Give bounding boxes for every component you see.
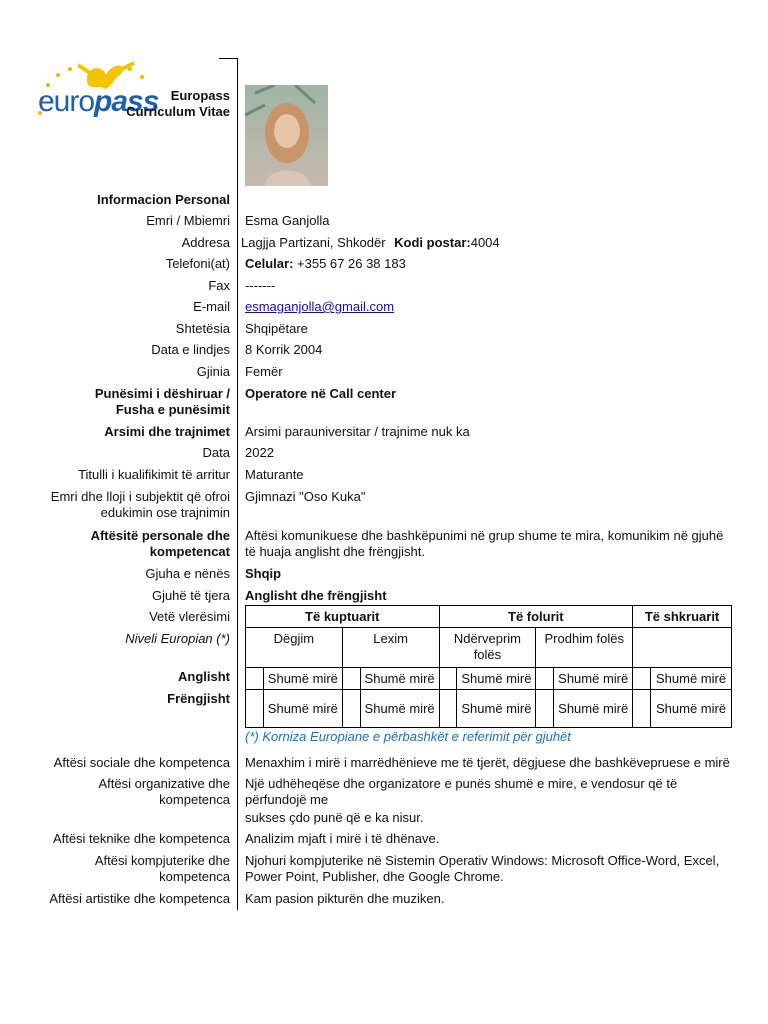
table-row-french — [246, 690, 732, 728]
social-skills-label: Aftësi sociale dhe kompetenca — [53, 755, 230, 770]
top-divider — [219, 58, 237, 59]
other-languages-label: Gjuhë të tjera — [151, 588, 230, 603]
desired-job-label-1: Punësimi i dëshiruar / — [94, 386, 230, 401]
table-cell: Shumë mirë — [554, 690, 633, 728]
postal-value: 4004 — [470, 235, 500, 250]
education-label: Arsimi dhe trajnimet — [104, 424, 230, 439]
address-line — [241, 235, 500, 251]
gender-value: Femër — [245, 364, 283, 379]
qualification-value: Maturante — [245, 467, 304, 482]
self-assessment-label: Vetë vlerësimi — [149, 609, 230, 624]
address-label: Addresa — [181, 235, 230, 250]
table-cell — [633, 668, 651, 690]
artistic-skills-value: Kam pasion pikturën dhe muziken. — [245, 891, 445, 906]
subheader-spoken-interaction: Ndërveprim folës — [439, 628, 536, 668]
education-value: Arsimi parauniversitar / trajnime nuk ka — [245, 424, 470, 439]
english-row-label: Anglisht — [178, 669, 230, 684]
section-personal-info: Informacion Personal — [97, 192, 230, 207]
qualification-label: Titulli i kualifikimit të arritur — [78, 467, 230, 482]
mother-tongue-value: Shqip — [245, 566, 282, 581]
organizational-skills-value-1: Një udhëheqëse dhe organizatore e punës shumë e mire, e vendosur që të përfundojë me — [245, 776, 678, 807]
organizational-skills-value-2: sukses çdo punë që e ka nisur. — [245, 810, 424, 825]
email-link[interactable]: esmaganjolla@gmail.com — [245, 299, 395, 314]
nationality-label: Shtetësia — [175, 321, 230, 336]
name-label: Emri / Mbiemri — [146, 213, 230, 228]
gender-label: Gjinia — [196, 364, 230, 379]
table-cell: Shumë mirë — [263, 668, 342, 690]
column-divider — [237, 58, 238, 910]
table-cell — [246, 668, 264, 690]
institution-label: Emri dhe lloji i subjektit që ofroi edukimin ose trajnimin — [50, 489, 230, 520]
birthdate-value: 8 Korrik 2004 — [245, 342, 323, 357]
table-cell: Shumë mirë — [457, 690, 536, 728]
computer-skills-value: Njohuri kompjuterike në Sistemin Operativ Windows: Microsoft Office-Word, Excel, Power Point, Publisher, dhe Google Chrome. — [245, 853, 720, 884]
date-label: Data — [202, 445, 230, 460]
table-cell: Shumë mirë — [457, 668, 536, 690]
social-skills-value: Menaxhim i mirë i marrëdhënieve me të tjerët, dëgjuese dhe bashkëvepruese e mirë — [245, 755, 730, 770]
mother-tongue-label: Gjuha e nënës — [145, 566, 230, 581]
birthdate-label: Data e lindjes — [151, 342, 230, 357]
french-row-label: Frëngjisht — [167, 691, 230, 706]
postal-label: Kodi postar: — [394, 235, 471, 250]
table-cell — [439, 668, 457, 690]
language-table — [245, 605, 732, 728]
header-speaking: Të folurit — [439, 606, 633, 628]
subheader-reading: Lexim — [342, 628, 439, 668]
subheader-listening: Dëgjim — [246, 628, 343, 668]
portrait-image — [245, 85, 328, 186]
table-cell: Shumë mirë — [651, 690, 732, 728]
language-footnote: (*) Korniza Europiane e përbashkët e referimit për gjuhët — [245, 729, 571, 744]
institution-value: Gjimnazi "Oso Kuka" — [245, 489, 366, 504]
computer-skills-label: Aftësi kompjuterike dhe kompetenca — [94, 853, 230, 884]
table-cell — [342, 690, 360, 728]
fax-value: ------- — [245, 278, 276, 293]
desired-job-label-2: Fusha e punësimit — [115, 402, 230, 417]
artistic-skills-label: Aftësi artistike dhe kompetenca — [49, 891, 230, 906]
desired-job-value: Operatore në Call center — [245, 386, 396, 401]
logo-euro-text: euro — [38, 85, 95, 118]
cv-title-line1: Europass — [170, 88, 230, 103]
cv-title-line2: Curriculum Vitae — [126, 104, 230, 119]
table-cell — [246, 690, 264, 728]
table-row-english — [246, 668, 732, 690]
table-cell — [633, 690, 651, 728]
date-value: 2022 — [245, 445, 274, 460]
address-value: Lagjja Partizani, Shkodër — [241, 235, 386, 250]
subheader-spoken-production: Prodhim folës — [536, 628, 633, 668]
table-cell — [342, 668, 360, 690]
table-cell: Shumë mirë — [651, 668, 732, 690]
subheader-writing-empty — [633, 628, 732, 668]
personal-skills-label: Aftësitë personale dhe kompetencat — [90, 528, 230, 559]
profile-photo — [245, 85, 328, 186]
header-writing: Të shkruarit — [633, 606, 732, 628]
fax-label: Fax — [208, 278, 230, 293]
mobile-label: Celular: — [245, 256, 294, 271]
table-cell: Shumë mirë — [554, 668, 633, 690]
header-understanding: Të kuptuarit — [246, 606, 440, 628]
logo-pass-text: pass — [94, 85, 159, 118]
technical-skills-label: Aftësi teknike dhe kompetenca — [52, 831, 230, 846]
email-label: E-mail — [193, 299, 230, 314]
nationality-value: Shqipëtare — [245, 321, 308, 336]
organizational-skills-label: Aftësi organizative dhe kompetenca — [98, 776, 230, 807]
european-level-label: Niveli Europian (*) — [125, 631, 230, 646]
table-cell — [536, 690, 554, 728]
phone-line — [245, 256, 406, 272]
table-cell — [439, 690, 457, 728]
phone-label: Telefoni(at) — [165, 256, 230, 271]
other-languages-value: Anglisht dhe frëngjisht — [245, 588, 387, 603]
mobile-value: +355 67 26 38 183 — [297, 256, 406, 271]
technical-skills-value: Analizim mjaft i mirë i të dhënave. — [245, 831, 440, 846]
table-cell: Shumë mirë — [360, 690, 439, 728]
table-cell — [536, 668, 554, 690]
table-cell: Shumë mirë — [360, 668, 439, 690]
personal-skills-value: Aftësi komunikuese dhe bashkëpunimi në grup shume te mira, komunikim në gjuhë të huaja anglisht dhe frëngjisht. — [245, 528, 724, 559]
name-value: Esma Ganjolla — [245, 213, 330, 228]
table-cell: Shumë mirë — [263, 690, 342, 728]
